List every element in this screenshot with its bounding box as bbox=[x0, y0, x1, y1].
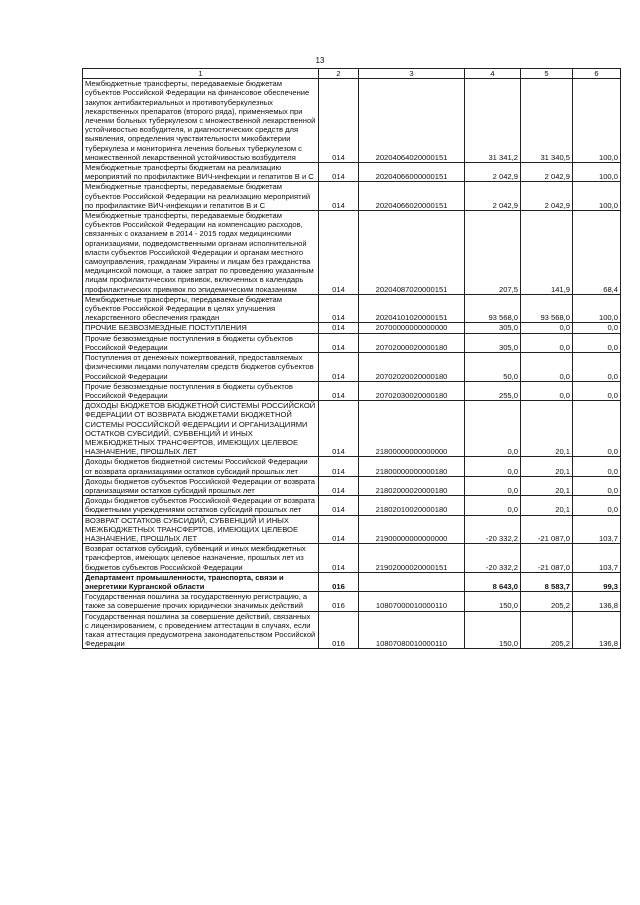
row-percent-cell: 103,7 bbox=[573, 515, 621, 544]
table-row bbox=[83, 496, 621, 515]
row-fact-cell: 31 340,5 bbox=[521, 79, 573, 163]
table-row bbox=[83, 457, 621, 476]
row-kbk-cell: 21902000020000151 bbox=[359, 544, 465, 573]
row-kbk-cell: 20204064020000151 bbox=[359, 79, 465, 163]
table-row bbox=[83, 572, 621, 591]
row-percent-cell: 136,8 bbox=[573, 611, 621, 649]
table-row bbox=[83, 353, 621, 382]
row-percent-cell: 103,7 bbox=[573, 544, 621, 573]
table-row bbox=[83, 333, 621, 352]
row-percent-cell: 136,8 bbox=[573, 592, 621, 611]
row-fact-cell: 141,9 bbox=[521, 211, 573, 295]
row-name-cell: Государственная пошлина за совершение действий, связанных с лицензированием, с проведением аттестации в случаях, если такая аттестация предусмотрена законодательством Российской Федерации bbox=[83, 611, 319, 649]
row-fact-cell: 0,0 bbox=[521, 381, 573, 400]
row-code-cell: 014 bbox=[319, 294, 359, 323]
column-header: 4 bbox=[465, 69, 521, 79]
row-plan-cell: 255,0 bbox=[465, 381, 521, 400]
row-code-cell: 014 bbox=[319, 353, 359, 382]
table-row bbox=[83, 211, 621, 295]
row-code-cell: 016 bbox=[319, 592, 359, 611]
row-plan-cell: 93 568,0 bbox=[465, 294, 521, 323]
row-percent-cell: 100,0 bbox=[573, 294, 621, 323]
row-code-cell: 014 bbox=[319, 544, 359, 573]
row-name-cell: Межбюджетные трансферты, передаваемые бюджетам субъектов Российской Федерации на компенсацию расходов, связанных с оказанием в 2014 - 2015 годах медицинскими организациями, подведомственными органам исполнительной власти субъектов Российской Федерации и органам местного самоуправления, гражданам Украины и лицам без гражданства медицинской помощи, а также затрат по проведению указанным лицам профилактических прививок, включенных в календарь профилактических прививок по эпидемическим показаниям bbox=[83, 211, 319, 295]
row-plan-cell: 2 042,9 bbox=[465, 182, 521, 211]
row-code-cell: 014 bbox=[319, 457, 359, 476]
row-percent-cell: 99,3 bbox=[573, 572, 621, 591]
row-code-cell: 016 bbox=[319, 572, 359, 591]
row-code-cell: 014 bbox=[319, 79, 359, 163]
row-kbk-cell: 21900000000000000 bbox=[359, 515, 465, 544]
page-number: 13 bbox=[315, 56, 325, 65]
row-plan-cell: 31 341,2 bbox=[465, 79, 521, 163]
row-name-cell: ВОЗВРАТ ОСТАТКОВ СУБСИДИЙ, СУБВЕНЦИЙ И ИНЫХ МЕЖБЮДЖЕТНЫХ ТРАНСФЕРТОВ, ИМЕЮЩИХ ЦЕЛЕВОЕ НАЗНАЧЕНИЕ, ПРОШЛЫХ ЛЕТ bbox=[83, 515, 319, 544]
row-fact-cell: 20,1 bbox=[521, 401, 573, 457]
row-kbk-cell: 20702030020000180 bbox=[359, 381, 465, 400]
row-kbk-cell: 21800000000000000 bbox=[359, 401, 465, 457]
row-fact-cell: 205,2 bbox=[521, 592, 573, 611]
header-row bbox=[83, 69, 621, 79]
row-plan-cell: 0,0 bbox=[465, 401, 521, 457]
row-plan-cell: 50,0 bbox=[465, 353, 521, 382]
row-kbk-cell: 20204066020000151 bbox=[359, 182, 465, 211]
row-plan-cell: -20 332,2 bbox=[465, 544, 521, 573]
row-code-cell: 014 bbox=[319, 333, 359, 352]
row-percent-cell: 0,0 bbox=[573, 476, 621, 495]
row-percent-cell: 100,0 bbox=[573, 79, 621, 163]
row-percent-cell: 68,4 bbox=[573, 211, 621, 295]
row-plan-cell: 207,5 bbox=[465, 211, 521, 295]
budget-report-table bbox=[82, 68, 621, 649]
row-name-cell: Возврат остатков субсидий, субвенций и иных межбюджетных трансфертов, имеющих целевое назначение, прошлых лет из бюджетов субъектов Российской Федерации bbox=[83, 544, 319, 573]
row-kbk-cell: 21802010020000180 bbox=[359, 496, 465, 515]
row-name-cell: Межбюджетные трансферты, передаваемые бюджетам субъектов Российской Федерации на реализацию мероприятий по профилактике ВИЧ-инфекции и гепатитов В и С bbox=[83, 182, 319, 211]
row-name-cell: Государственная пошлина за государственную регистрацию, а также за совершение прочих юридически значимых действий bbox=[83, 592, 319, 611]
row-name-cell: Межбюджетные трансферты, передаваемые бюджетам субъектов Российской Федерации в целях улучшения лекарственного обеспечения граждан bbox=[83, 294, 319, 323]
row-kbk-cell: 21802000020000180 bbox=[359, 476, 465, 495]
row-name-cell: Доходы бюджетов субъектов Российской Федерации от возврата бюджетными учреждениями остатков субсидий прошлых лет bbox=[83, 496, 319, 515]
column-header: 2 bbox=[319, 69, 359, 79]
row-name-cell: Межбюджетные трансферты, передаваемые бюджетам субъектов Российской Федерации на финансовое обеспечение закупок антибактериальных и противотуберкулезных лекарственных препаратов (второго ряда), применяемых при лечении больных туберкулезом с множественной лекарственной устойчивостью возбудителя, и диагностических средств для выявления, определения чувствительности микобактерии туберкулеза и мониторинга лечения больных туберкулезом с множественной лекарственной устойчивостью возбудителя bbox=[83, 79, 319, 163]
row-fact-cell: 8 583,7 bbox=[521, 572, 573, 591]
table-row bbox=[83, 294, 621, 323]
row-plan-cell: 0,0 bbox=[465, 457, 521, 476]
column-header: 6 bbox=[573, 69, 621, 79]
row-fact-cell: 0,0 bbox=[521, 333, 573, 352]
row-kbk-cell: 20204101020000151 bbox=[359, 294, 465, 323]
row-fact-cell: 2 042,9 bbox=[521, 182, 573, 211]
row-code-cell: 014 bbox=[319, 381, 359, 400]
row-kbk-cell: 20204087020000151 bbox=[359, 211, 465, 295]
table-row bbox=[83, 515, 621, 544]
row-kbk-cell: 10807080010000110 bbox=[359, 611, 465, 649]
row-fact-cell: 0,0 bbox=[521, 353, 573, 382]
row-fact-cell: 205,2 bbox=[521, 611, 573, 649]
table-row bbox=[83, 544, 621, 573]
row-kbk-cell: 10807000010000110 bbox=[359, 592, 465, 611]
row-name-cell: ДОХОДЫ БЮДЖЕТОВ БЮДЖЕТНОЙ СИСТЕМЫ РОССИЙСКОЙ ФЕДЕРАЦИИ ОТ ВОЗВРАТА БЮДЖЕТАМИ БЮДЖЕТНОЙ СИСТЕМЫ РОССИЙСКОЙ ФЕДЕРАЦИИ И ОРГАНИЗАЦИЯМИ ОСТАТКОВ СУБСИДИЙ, СУБВЕНЦИЙ И ИНЫХ МЕЖБЮДЖЕТНЫХ ТРАНСФЕРТОВ, ИМЕЮЩИХ ЦЕЛЕВОЕ НАЗНАЧЕНИЕ, ПРОШЛЫХ ЛЕТ bbox=[83, 401, 319, 457]
row-fact-cell: 20,1 bbox=[521, 457, 573, 476]
table-row bbox=[83, 163, 621, 182]
row-fact-cell: 0,0 bbox=[521, 323, 573, 333]
row-code-cell: 014 bbox=[319, 476, 359, 495]
row-percent-cell: 100,0 bbox=[573, 163, 621, 182]
row-name-cell: Поступления от денежных пожертвований, предоставляемых физическими лицами получателям средств бюджетов субъектов Российской Федерации bbox=[83, 353, 319, 382]
table-row bbox=[83, 381, 621, 400]
row-percent-cell: 0,0 bbox=[573, 333, 621, 352]
row-code-cell: 014 bbox=[319, 323, 359, 333]
column-header: 3 bbox=[359, 69, 465, 79]
row-percent-cell: 0,0 bbox=[573, 401, 621, 457]
row-name-cell: Прочие безвозмездные поступления в бюджеты субъектов Российской Федерации bbox=[83, 381, 319, 400]
table-row bbox=[83, 401, 621, 457]
row-fact-cell: -21 087,0 bbox=[521, 515, 573, 544]
column-header: 1 bbox=[83, 69, 319, 79]
row-name-cell: Департамент промышленности, транспорта, связи и энергетики Курганской области bbox=[83, 572, 319, 591]
row-kbk-cell: 20700000000000000 bbox=[359, 323, 465, 333]
row-name-cell: Доходы бюджетов субъектов Российской Федерации от возврата организациями остатков субсидий прошлых лет bbox=[83, 476, 319, 495]
row-kbk-cell bbox=[359, 572, 465, 591]
table-row bbox=[83, 323, 621, 333]
row-plan-cell: 150,0 bbox=[465, 611, 521, 649]
row-name-cell: Прочие безвозмездные поступления в бюджеты субъектов Российской Федерации bbox=[83, 333, 319, 352]
row-name-cell: Межбюджетные трансферты бюджетам на реализацию мероприятий по профилактике ВИЧ-инфекции и гепатитов В и С bbox=[83, 163, 319, 182]
row-name-cell: ПРОЧИЕ БЕЗВОЗМЕЗДНЫЕ ПОСТУПЛЕНИЯ bbox=[83, 323, 319, 333]
row-percent-cell: 0,0 bbox=[573, 496, 621, 515]
row-code-cell: 014 bbox=[319, 496, 359, 515]
row-plan-cell: 305,0 bbox=[465, 323, 521, 333]
row-plan-cell: 8 643,0 bbox=[465, 572, 521, 591]
row-percent-cell: 100,0 bbox=[573, 182, 621, 211]
row-percent-cell: 0,0 bbox=[573, 457, 621, 476]
table-row bbox=[83, 592, 621, 611]
row-percent-cell: 0,0 bbox=[573, 381, 621, 400]
row-code-cell: 014 bbox=[319, 163, 359, 182]
row-fact-cell: 20,1 bbox=[521, 496, 573, 515]
row-plan-cell: 305,0 bbox=[465, 333, 521, 352]
row-percent-cell: 0,0 bbox=[573, 353, 621, 382]
row-code-cell: 014 bbox=[319, 401, 359, 457]
row-name-cell: Доходы бюджетов бюджетной системы Российской Федерации от возврата организациями остатков субсидий прошлых лет bbox=[83, 457, 319, 476]
row-kbk-cell: 20204066000000151 bbox=[359, 163, 465, 182]
row-fact-cell: 93 568,0 bbox=[521, 294, 573, 323]
row-plan-cell: 2 042,9 bbox=[465, 163, 521, 182]
row-code-cell: 014 bbox=[319, 182, 359, 211]
row-code-cell: 016 bbox=[319, 611, 359, 649]
row-code-cell: 014 bbox=[319, 211, 359, 295]
row-plan-cell: 0,0 bbox=[465, 476, 521, 495]
row-code-cell: 014 bbox=[319, 515, 359, 544]
row-kbk-cell: 20702000020000180 bbox=[359, 333, 465, 352]
row-fact-cell: 20,1 bbox=[521, 476, 573, 495]
table-row bbox=[83, 476, 621, 495]
table-row bbox=[83, 182, 621, 211]
table-row bbox=[83, 611, 621, 649]
row-fact-cell: 2 042,9 bbox=[521, 163, 573, 182]
row-kbk-cell: 20702020020000180 bbox=[359, 353, 465, 382]
table-row bbox=[83, 79, 621, 163]
row-percent-cell: 0,0 bbox=[573, 323, 621, 333]
row-plan-cell: 150,0 bbox=[465, 592, 521, 611]
row-plan-cell: 0,0 bbox=[465, 496, 521, 515]
column-header: 5 bbox=[521, 69, 573, 79]
row-fact-cell: -21 087,0 bbox=[521, 544, 573, 573]
row-plan-cell: -20 332,2 bbox=[465, 515, 521, 544]
row-kbk-cell: 21800000000000180 bbox=[359, 457, 465, 476]
